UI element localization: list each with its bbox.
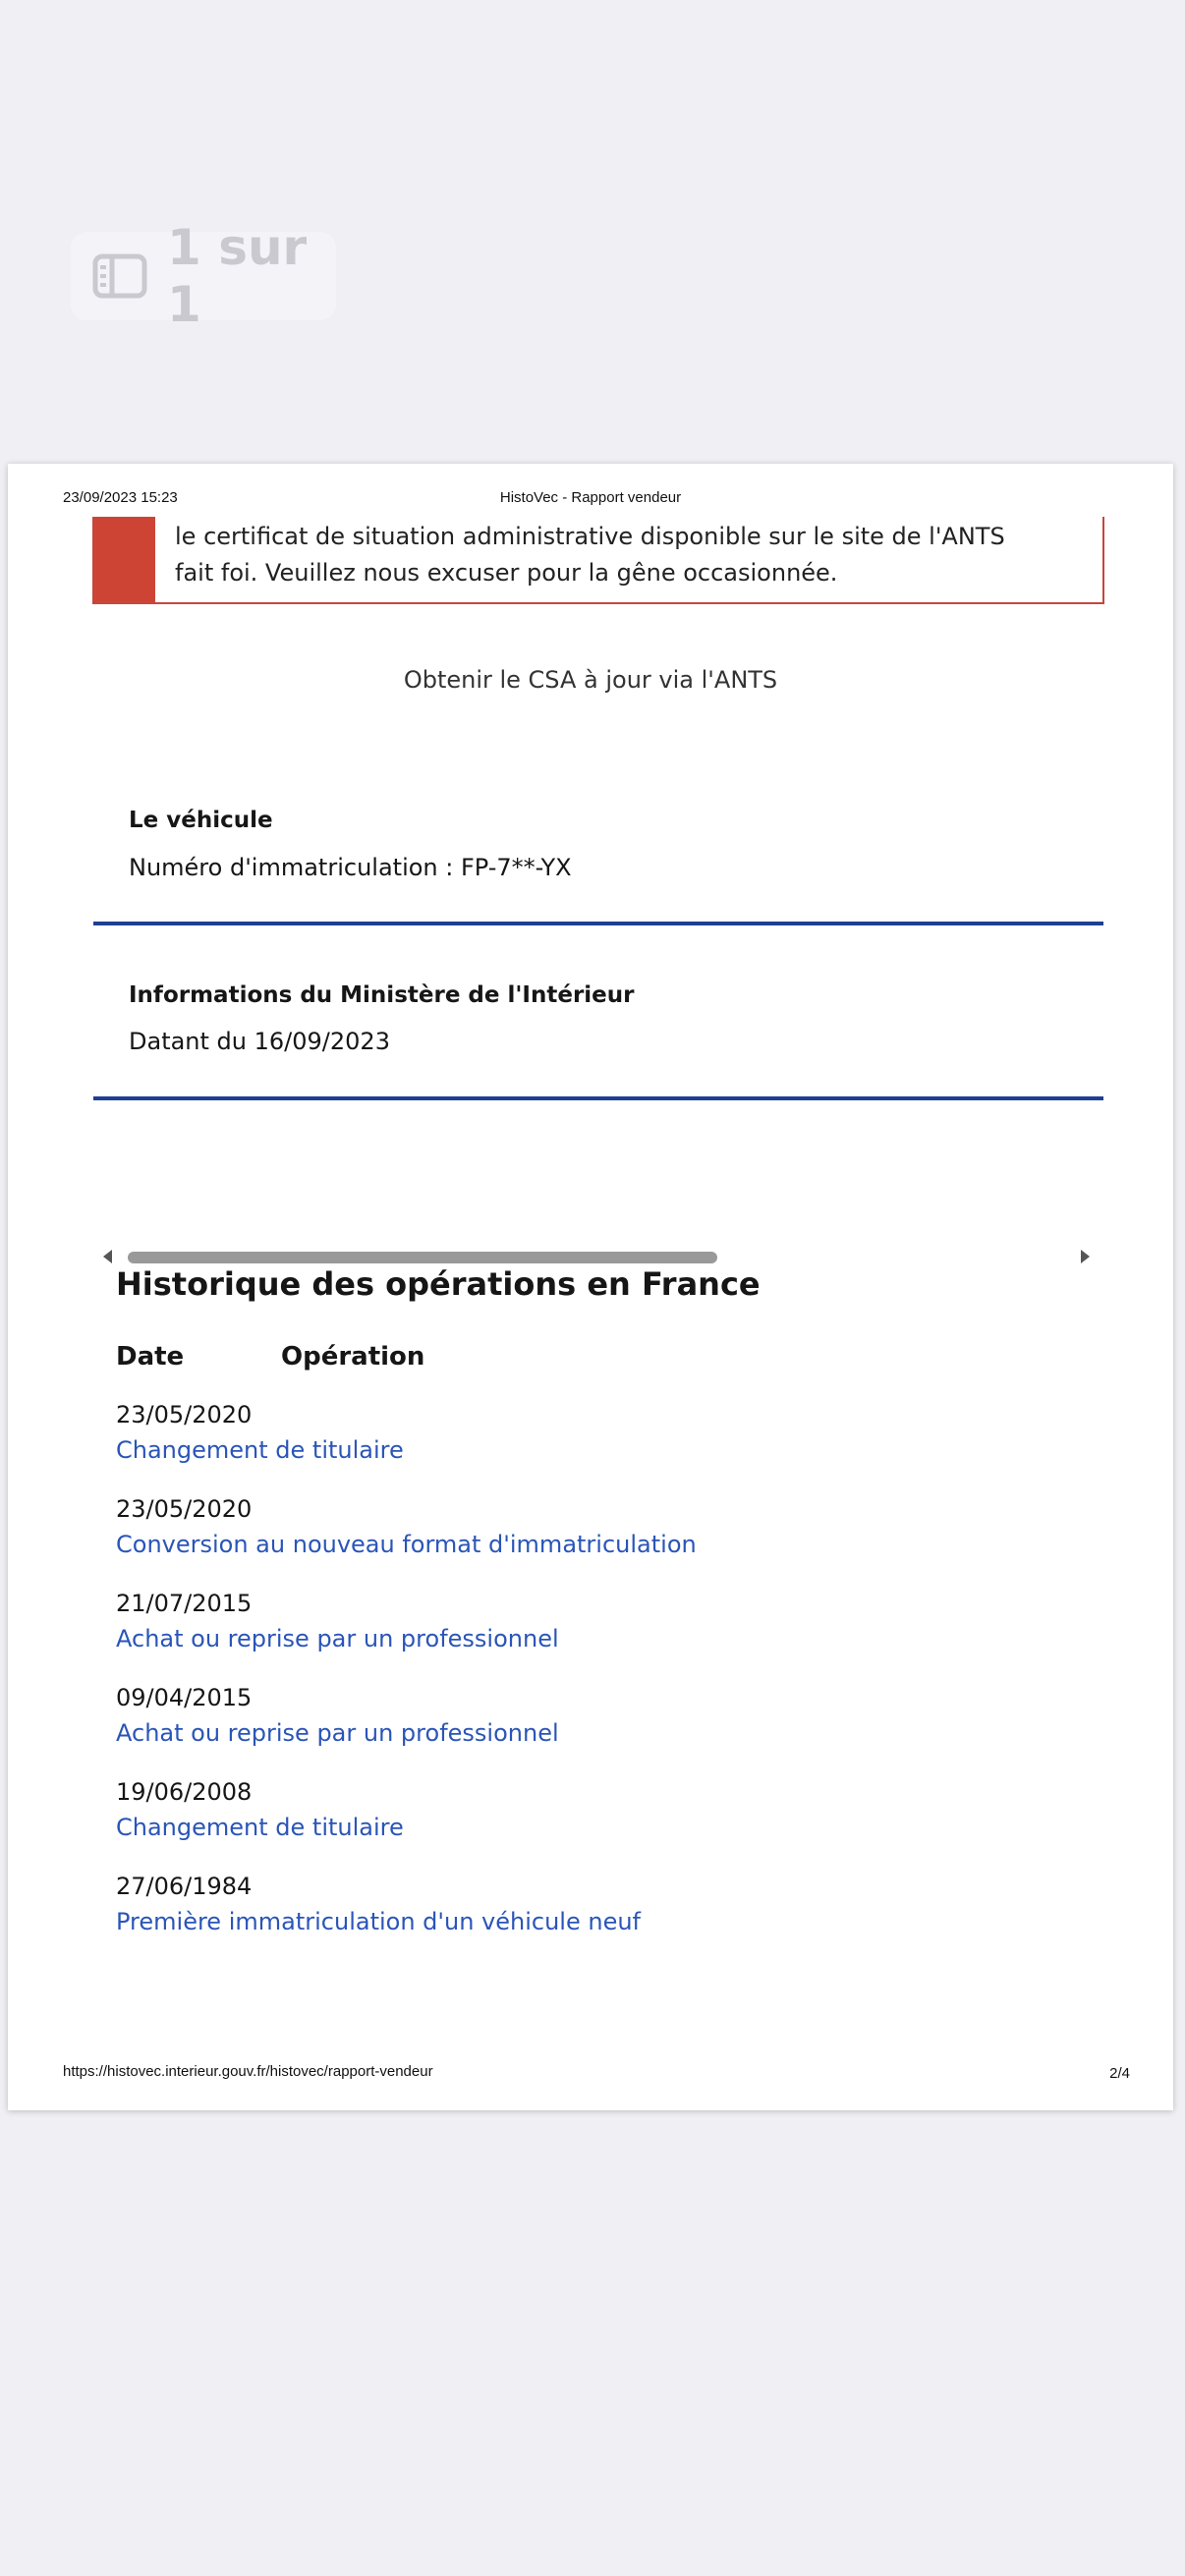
history-row-date: 27/06/1984	[116, 1873, 253, 1900]
history-row-date: 23/05/2020	[116, 1401, 253, 1428]
history-row-operation[interactable]: Achat ou reprise par un professionnel	[116, 1719, 559, 1747]
print-datetime: 23/09/2023 15:23	[63, 489, 178, 506]
history-row	[116, 1682, 1099, 1776]
alert-text: le certificat de situation administrative disponible sur le site de l'ANTS fait foi. Veuillez nous excuser pour la gêne occasionnée.	[175, 523, 1005, 587]
vehicle-registration: Numéro d'immatriculation : FP-7**-YX	[129, 854, 572, 881]
history-column-operation: Opération	[281, 1342, 425, 1372]
vehicle-section	[93, 756, 1103, 925]
history-row-operation[interactable]: Changement de titulaire	[116, 1814, 404, 1841]
history-row-date: 19/06/2008	[116, 1778, 253, 1806]
page-indicator[interactable]	[71, 219, 336, 333]
footer-url: https://histovec.interieur.gouv.fr/histovec/rapport-vendeur	[63, 2063, 433, 2080]
vehicle-section-title: Le véhicule	[129, 808, 273, 833]
history-column-date: Date	[116, 1342, 185, 1372]
scroll-right-arrow[interactable]	[1081, 1250, 1090, 1263]
warning-alert	[92, 517, 1104, 604]
history-row	[116, 1399, 1099, 1493]
footer-page-number: 2/4	[1109, 2065, 1130, 2082]
history-row-date: 21/07/2015	[116, 1590, 253, 1617]
history-row-date: 09/04/2015	[116, 1684, 253, 1711]
ministry-section-title: Informations du Ministère de l'Intérieur	[129, 982, 635, 1008]
history-row	[116, 1776, 1099, 1871]
history-row	[116, 1588, 1099, 1682]
history-row-date: 23/05/2020	[116, 1495, 253, 1523]
scroll-left-arrow[interactable]	[103, 1250, 112, 1263]
alert-accent-bar	[94, 517, 155, 602]
page-indicator-label: 1 sur 1	[167, 219, 308, 333]
history-row-operation[interactable]: Première immatriculation d'un véhicule neuf	[116, 1908, 641, 1935]
horizontal-scrollbar[interactable]	[128, 1252, 717, 1263]
history-row-operation[interactable]: Conversion au nouveau format d'immatriculation	[116, 1531, 697, 1558]
history-row-operation[interactable]: Achat ou reprise par un professionnel	[116, 1625, 559, 1652]
history-row	[116, 1871, 1099, 1965]
ministry-section	[93, 929, 1103, 1100]
history-list	[116, 1399, 1099, 1965]
history-title: Historique des opérations en France	[116, 1265, 761, 1303]
csa-ants-link[interactable]: Obtenir le CSA à jour via l'ANTS	[403, 666, 778, 694]
history-row-operation[interactable]: Changement de titulaire	[116, 1436, 404, 1464]
sidebar-icon	[92, 253, 147, 299]
print-header-title: HistoVec - Rapport vendeur	[499, 489, 682, 506]
history-row	[116, 1493, 1099, 1588]
document-page	[8, 464, 1173, 2110]
ministry-data-date: Datant du 16/09/2023	[129, 1028, 390, 1055]
